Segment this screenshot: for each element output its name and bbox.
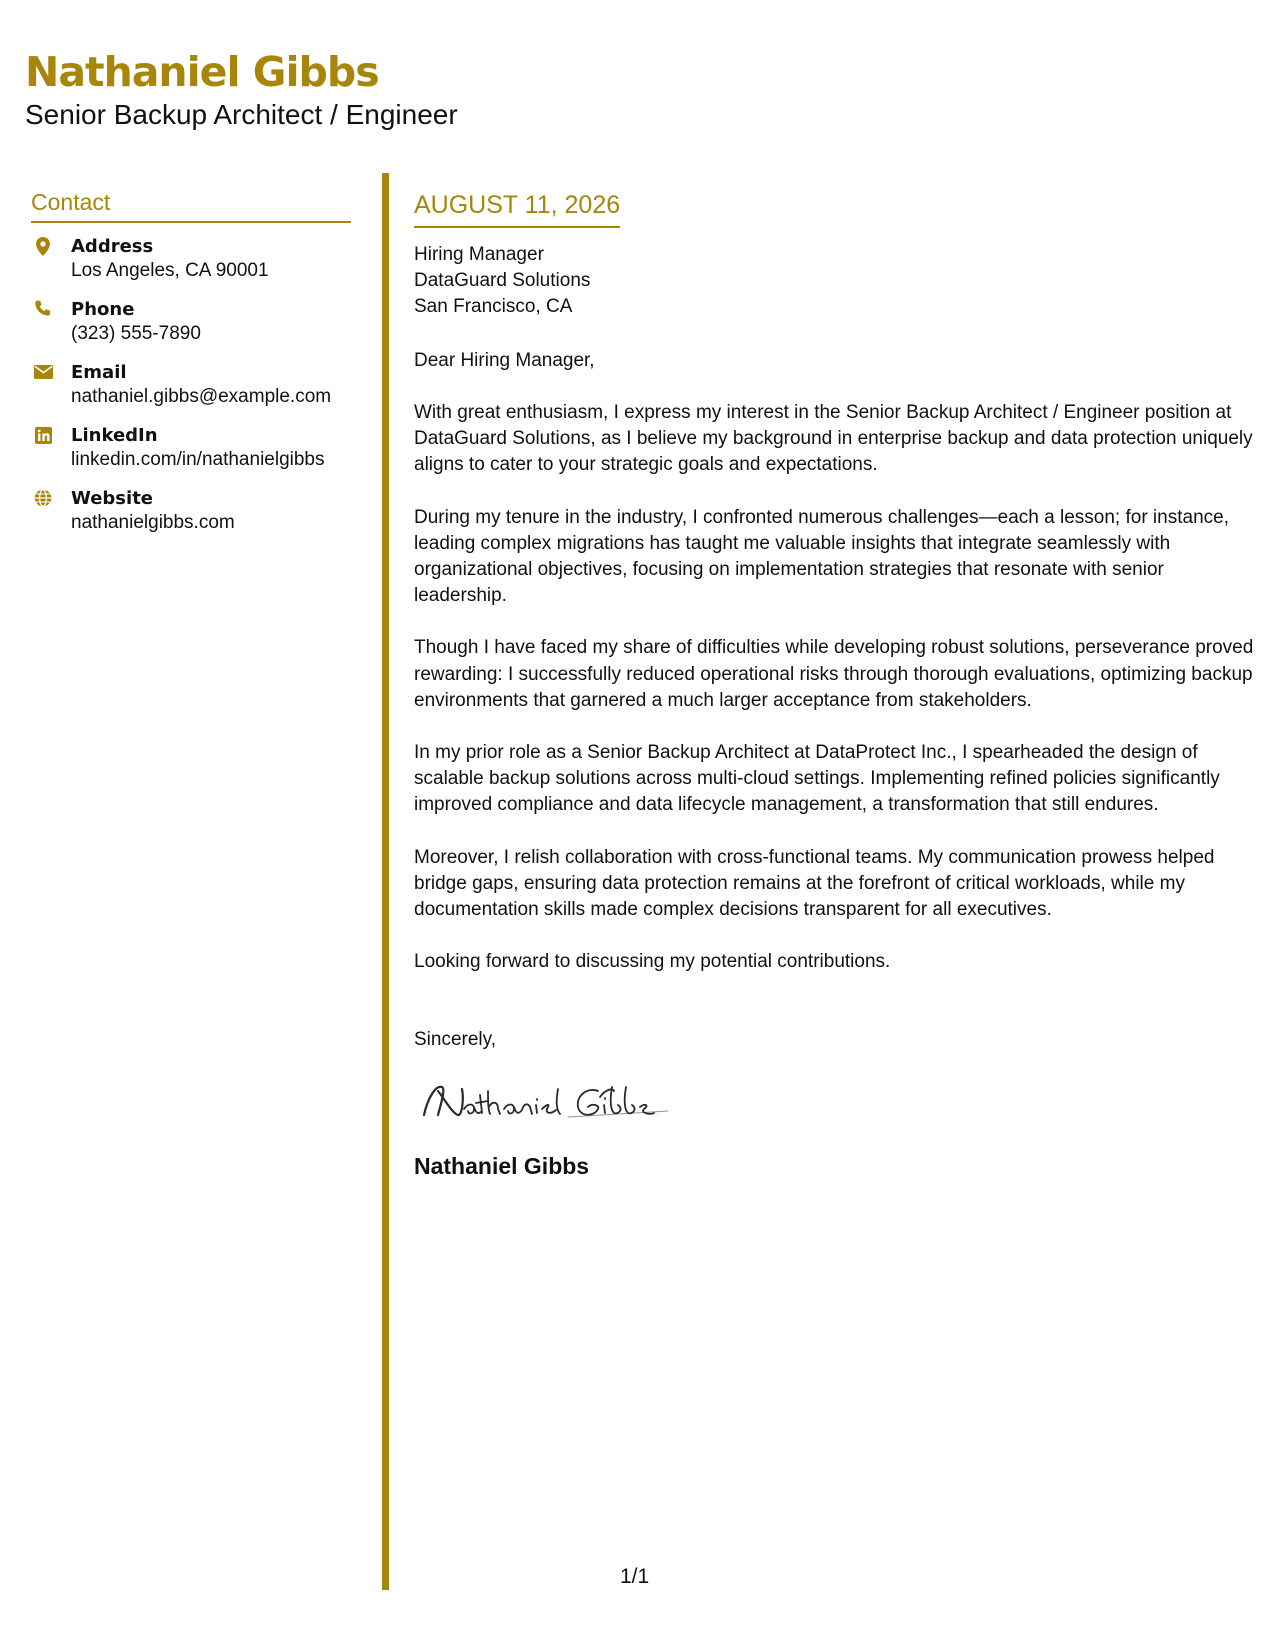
map-pin-icon xyxy=(33,236,53,256)
handwritten-signature xyxy=(418,1077,678,1127)
contact-item-email xyxy=(31,361,351,424)
recipient-company: DataGuard Solutions xyxy=(414,270,591,291)
paragraph: In my prior role as a Senior Backup Architect at DataProtect Inc., I spearheaded the design of scalable backup solutions across multi-cloud settings. Implementing refined policies significantly improved compliance and data lifecycle management, a transformation that still endures. xyxy=(414,742,1220,816)
contact-label: LinkedIn xyxy=(71,425,158,446)
paragraph: Looking forward to discussing my potential contributions. xyxy=(414,951,891,973)
letter-date: AUGUST 11, 2026 xyxy=(414,190,620,228)
phone-value: (323) 555-7890 xyxy=(71,323,201,344)
contact-label: Phone xyxy=(71,299,135,320)
address-value: Los Angeles, CA 90001 xyxy=(71,260,269,281)
website-value[interactable]: nathanielgibbs.com xyxy=(71,512,235,533)
globe-icon xyxy=(33,488,53,508)
candidate-name: Nathaniel Gibbs xyxy=(25,48,379,96)
column-divider xyxy=(382,173,389,1590)
contact-item-phone xyxy=(31,298,351,361)
resume-header xyxy=(25,48,458,132)
paragraph: Though I have faced my share of difficulties while developing robust solutions, perseverance proved rewarding: I successfully reduced operational risks through thorough evaluations, optimizing backup environments that garnered a much larger acceptance from stakeholders. xyxy=(414,637,1254,711)
contact-sidebar xyxy=(31,188,351,550)
salutation: Dear Hiring Manager, xyxy=(414,350,595,371)
contact-label: Website xyxy=(71,488,154,509)
contact-label: Email xyxy=(71,362,127,383)
contact-item-linkedin xyxy=(31,424,351,487)
contact-heading: Contact xyxy=(31,188,351,223)
page-number: 1/1 xyxy=(620,1565,650,1588)
paragraph: Moreover, I relish collaboration with cross-functional teams. My communication prowess helped bridge gaps, ensuring data protection remains at the forefront of critical workloads, while my documentation skills made complex decisions transparent for all executives. xyxy=(414,846,1215,921)
paragraph: With great enthusiasm, I express my interest in the Senior Backup Architect / Engineer position at DataGuard Solutions, as I believe my background in enterprise backup and data protection uniquely aligns to cater to your strategic goals and expectations. xyxy=(414,402,1253,476)
contact-item-website xyxy=(31,487,351,550)
contact-item-address xyxy=(31,235,351,298)
paragraph: During my tenure in the industry, I confronted numerous challenges—each a lesson; for instance, leading complex migrations has taught me valuable insights that integrate seamlessly with organizational objectives, focusing on implementation strategies that resonate with senior leadership. xyxy=(414,506,1229,607)
contact-list xyxy=(31,235,351,550)
recipient-block xyxy=(414,242,1254,320)
cover-letter-body xyxy=(414,190,1254,1180)
envelope-icon xyxy=(33,362,53,382)
contact-label: Address xyxy=(71,236,154,257)
job-title: Senior Backup Architect / Engineer xyxy=(25,99,458,130)
signed-name: Nathaniel Gibbs xyxy=(414,1153,590,1180)
phone-icon xyxy=(33,299,53,319)
linkedin-icon xyxy=(33,425,53,445)
email-value[interactable]: nathaniel.gibbs@example.com xyxy=(71,386,332,407)
closing: Sincerely, xyxy=(414,1029,497,1051)
linkedin-value[interactable]: linkedin.com/in/nathanielgibbs xyxy=(71,449,325,470)
recipient-location: San Francisco, CA xyxy=(414,296,573,317)
recipient-name: Hiring Manager xyxy=(414,244,544,265)
